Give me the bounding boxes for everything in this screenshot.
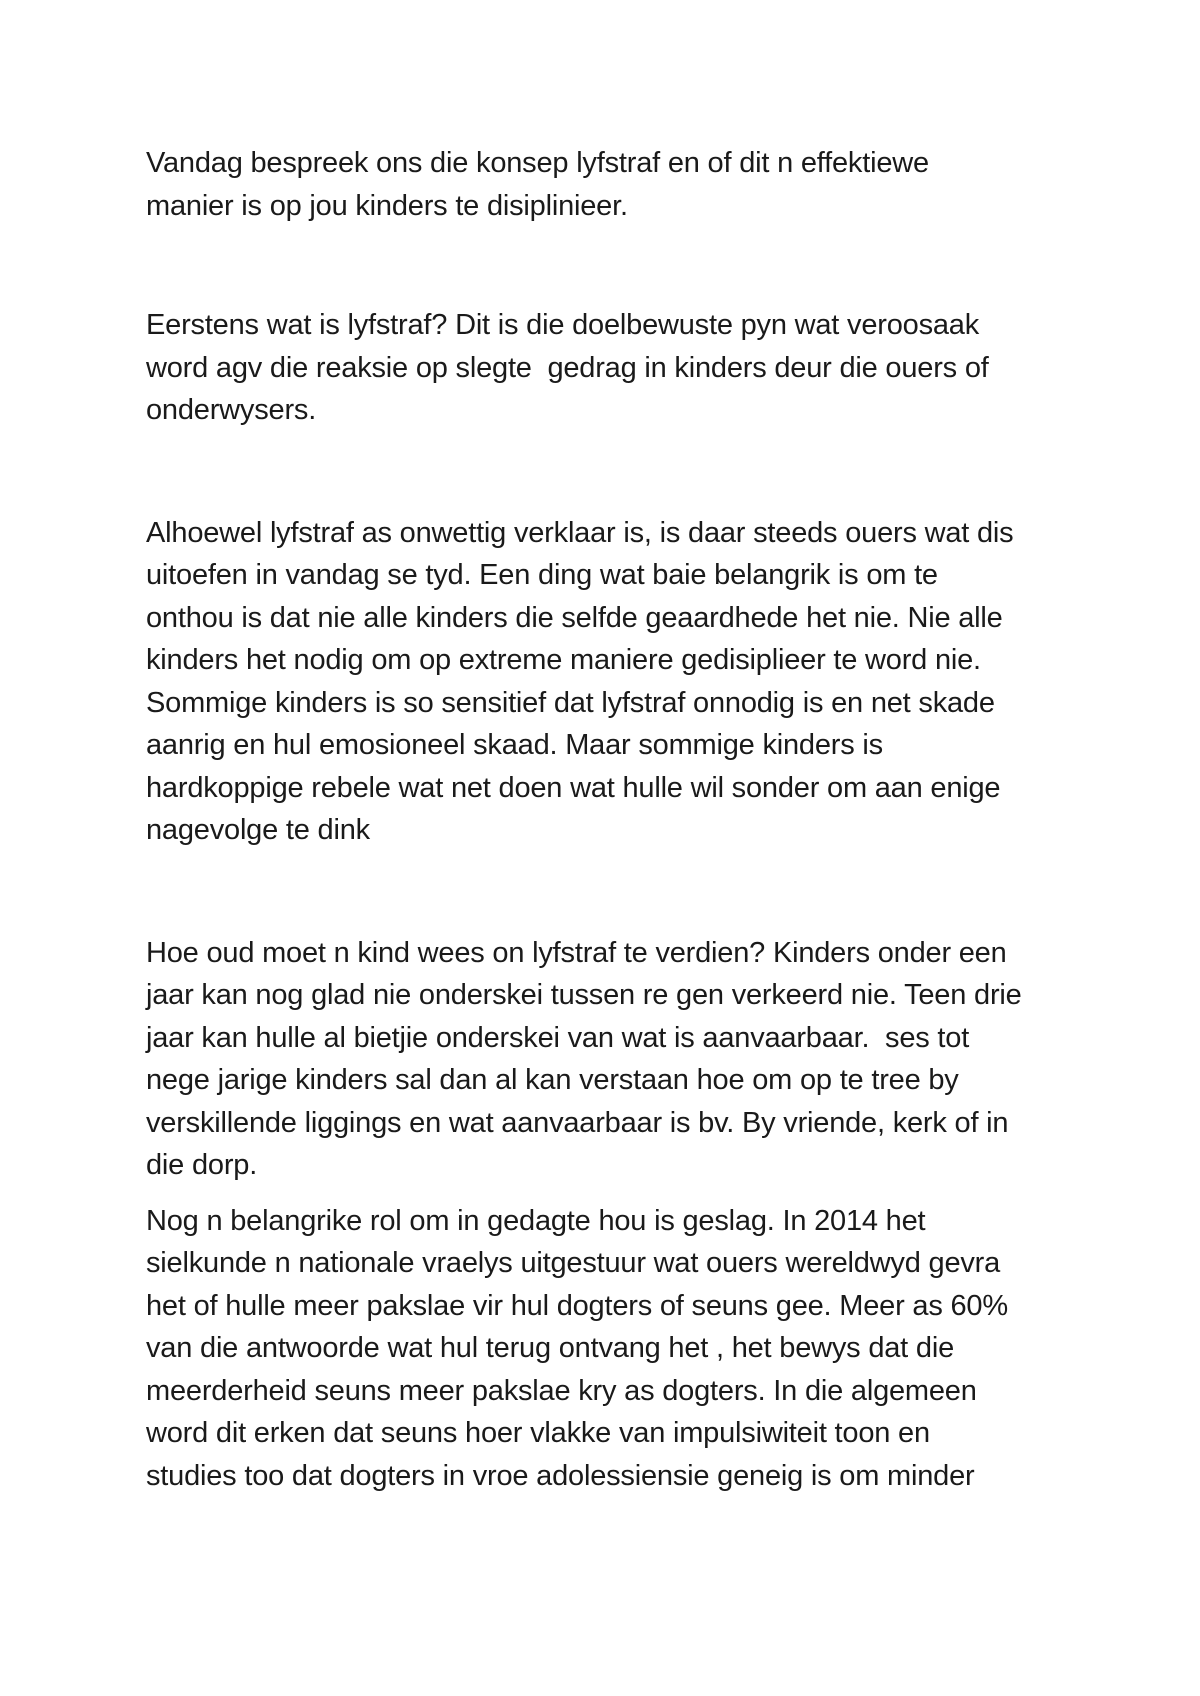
paragraph-gender xyxy=(146,1200,1076,1498)
text-line: Hoe oud moet n kind wees on lyfstraf te verdien? Kinders onder een xyxy=(146,936,1007,969)
paragraph-legality xyxy=(146,512,1076,852)
document-body xyxy=(146,142,1076,1497)
paragraph-introduction xyxy=(146,142,1076,227)
text-line: jaar kan nog glad nie onderskei tussen re gen verkeerd nie. Teen drie xyxy=(146,979,1022,1011)
text-line: word agv die reaksie op slegte gedrag in kinders deur die ouers of xyxy=(146,351,989,384)
text-line: hardkoppige rebele wat net doen wat hulle wil sonder om aan enige xyxy=(146,771,1001,804)
text-line: sielkunde n nationale vraelys uitgestuur wat ouers wereldwyd gevra xyxy=(146,1247,1001,1279)
text-line: Vandag bespreek ons die konsep lyfstraf en of dit n effektiewe xyxy=(146,147,929,179)
paragraph-age xyxy=(146,932,1076,1187)
text-line: onthou is dat nie alle kinders die selfde geaardhede het nie. Nie alle xyxy=(146,601,1003,634)
text-line: het of hulle meer pakslae vir hul dogters of seuns gee. Meer as 60% xyxy=(146,1289,1008,1322)
text-line: word dit erken dat seuns hoer vlakke van impulsiwiteit toon en xyxy=(146,1417,930,1449)
text-line: Nog n belangrike rol om in gedagte hou is geslag. In 2014 het xyxy=(146,1204,926,1237)
text-line: nege jarige kinders sal dan al kan verstaan hoe om op te tree by xyxy=(146,1064,959,1096)
text-line: Eerstens wat is lyfstraf? Dit is die doelbewuste pyn wat veroosaak xyxy=(146,309,980,341)
text-line: verskillende liggings en wat aanvaarbaar is bv. By vriende, kerk of in xyxy=(146,1106,1009,1139)
text-line: kinders het nodig om op extreme maniere gedisiplieer te word nie. xyxy=(146,644,981,676)
paragraph-definition xyxy=(146,304,1076,432)
text-line: jaar kan hulle al bietjie onderskei van wat is aanvaarbaar. ses tot xyxy=(146,1021,970,1054)
text-line: Sommige kinders is so sensitief dat lyfstraf onnodig is en net skade xyxy=(146,686,995,719)
text-line: van die antwoorde wat hul terug ontvang het , het bewys dat die xyxy=(146,1332,954,1364)
text-line: die dorp. xyxy=(146,1149,258,1181)
text-line: Alhoewel lyfstraf as onwettig verklaar is, is daar steeds ouers wat dis xyxy=(146,516,1014,549)
text-line: nagevolge te dink xyxy=(146,814,370,846)
text-line: onderwysers. xyxy=(146,394,317,426)
text-line: uitoefen in vandag se tyd. Een ding wat baie belangrik is om te xyxy=(146,559,938,591)
text-line: meerderheid seuns meer pakslae kry as dogters. In die algemeen xyxy=(146,1374,977,1407)
text-line: manier is op jou kinders te disiplinieer. xyxy=(146,189,628,222)
text-line: studies too dat dogters in vroe adolessiensie geneig is om minder xyxy=(146,1459,975,1492)
text-line: aanrig en hul emosioneel skaad. Maar sommige kinders is xyxy=(146,729,883,761)
